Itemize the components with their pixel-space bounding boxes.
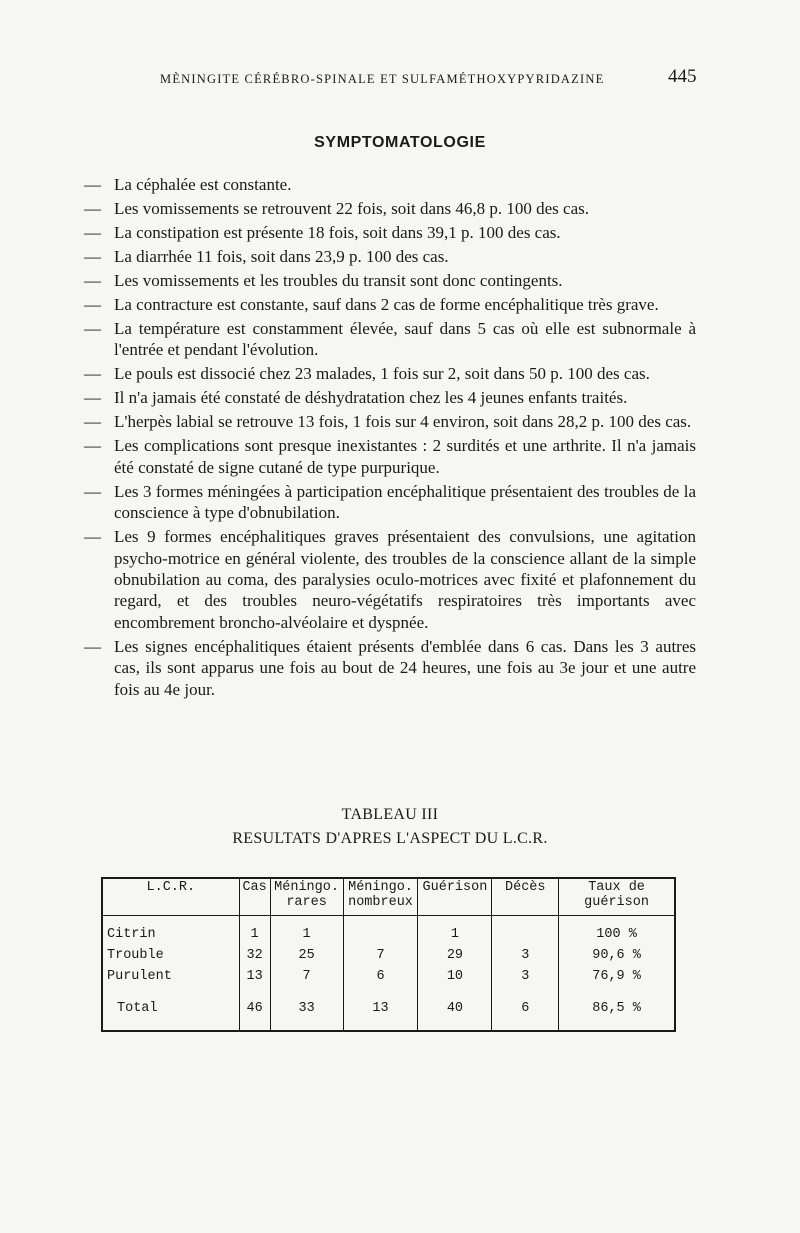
table-row	[102, 945, 675, 966]
list-item	[84, 481, 696, 524]
list-item	[84, 411, 696, 432]
cell-total-rares: 33	[270, 996, 343, 1031]
item-text: La céphalée est constante.	[114, 175, 292, 194]
list-item	[84, 387, 696, 408]
list-item	[84, 294, 696, 315]
item-text: La diarrhée 11 fois, soit dans 23,9 p. 100 des cas.	[114, 247, 449, 266]
header-lcr-label: L.C.R.	[146, 880, 196, 895]
item-text: Les vomissements et les troubles du transit sont donc contingents.	[114, 271, 563, 290]
list-item	[84, 222, 696, 243]
item-text: Les vomissements se retrouvent 22 fois, soit dans 46,8 p. 100 des cas.	[114, 199, 589, 218]
cell-taux: 76,9 %	[559, 966, 675, 987]
cell-rares: 1	[270, 924, 343, 945]
dash: —	[84, 319, 101, 338]
item-text: Le pouls est dissocié chez 23 malades, 1 fois sur 2, soit dans 50 p. 100 des cas.	[114, 364, 650, 384]
dash: —	[84, 636, 101, 656]
dash: —	[84, 436, 101, 456]
cell-deces: 3	[492, 966, 559, 987]
table-row	[102, 966, 675, 987]
list-item	[84, 174, 696, 195]
header-guerison	[418, 878, 492, 916]
item-text: Les complications sont presque inexistantes : 2 surdités et une arthrite. Il n'a jamais été constaté de signe cutané de type purpurique.	[114, 436, 696, 477]
cell-deces	[492, 924, 559, 945]
running-title: MÈNINGITE CÉRÉBRO-SPINALE ET SULFAMÉTHOXYPYRIDAZINE	[160, 72, 605, 86]
cell-total-label: Total	[102, 996, 239, 1031]
header-guerison-label: Guérison	[422, 880, 488, 895]
cell-total-deces: 6	[492, 996, 559, 1031]
header-meningo-nombreux-line2: nombreux	[348, 895, 413, 910]
table-row	[102, 924, 675, 945]
header-meningo-nombreux-line1: Méningo.	[348, 880, 413, 895]
table-subtitle: RESULTATS D'APRES L'ASPECT DU L.C.R.	[232, 830, 548, 847]
header-meningo-rares	[270, 878, 343, 916]
cell-lcr: Trouble	[102, 945, 239, 966]
item-text: L'herpès labial se retrouve 13 fois, 1 fois sur 4 environ, soit dans 28,2 p. 100 des cas.	[114, 412, 692, 432]
table-spacer-row	[102, 916, 675, 925]
cell-total-nombreux: 13	[343, 996, 418, 1031]
header-meningo-rares-line2: rares	[286, 895, 327, 910]
header-meningo-rares-line1: Méningo.	[274, 880, 339, 895]
cell-rares: 25	[270, 945, 343, 966]
dash: —	[84, 247, 101, 266]
table-header-row	[102, 878, 675, 916]
dash: —	[84, 271, 101, 290]
page-number: 445	[668, 66, 697, 87]
cell-cas: 1	[239, 924, 270, 945]
list-item	[84, 198, 696, 219]
cell-total-guerison: 40	[418, 996, 492, 1031]
dash: —	[84, 527, 101, 547]
item-text: La constipation est présente 18 fois, soit dans 39,1 p. 100 des cas.	[114, 223, 561, 242]
table-total-row	[102, 996, 675, 1031]
table-spacer-row	[102, 987, 675, 996]
dash: —	[84, 388, 101, 408]
list-item	[84, 318, 696, 361]
table-title: TABLEAU III	[341, 806, 439, 823]
cell-total-cas: 46	[239, 996, 270, 1031]
dash: —	[84, 481, 101, 501]
cell-nombreux: 6	[343, 966, 418, 987]
header-cas-label: Cas	[242, 880, 267, 895]
cell-total-taux: 86,5 %	[559, 996, 675, 1031]
cell-guerison: 29	[418, 945, 492, 966]
item-text: Les 3 formes méningées à participation encéphalitique présentaient des troubles de la conscience à type d'obnubilation.	[114, 481, 696, 523]
cell-deces: 3	[492, 945, 559, 966]
cell-lcr: Purulent	[102, 966, 239, 987]
section-title: SYMPTOMATOLOGIE	[314, 134, 486, 151]
dash: —	[84, 223, 101, 242]
cell-guerison: 10	[418, 966, 492, 987]
item-text: Les signes encéphalitiques étaient présents d'emblée dans 6 cas. Dans les 3 autres cas, ils sont apparus une fois au bout de 24 heures, une fois au 3e jour et une autre fois au 4e jour.	[114, 636, 696, 699]
dash: —	[84, 364, 101, 384]
item-text: Les 9 formes encéphalitiques graves présentaient des convulsions, une agitation psycho-motrice en général violente, des troubles de la conscience allant de la simple obnubilation au coma, des paralysies oculo-motrices avec fixité et plafonnement du regard, et des troubles neuro-végétatifs respiratoires très importants avec encombrement broncho-alvéolaire et dyspnée.	[114, 527, 696, 632]
header-lcr	[102, 878, 239, 916]
item-text: La contracture est constante, sauf dans 2 cas de forme encéphalitique très grave.	[114, 295, 659, 314]
list-item	[84, 636, 696, 700]
cell-cas: 32	[239, 945, 270, 966]
header-taux-line1: Taux de	[588, 880, 645, 895]
symptom-list	[84, 174, 696, 703]
list-item	[84, 435, 696, 478]
list-item	[84, 246, 696, 267]
list-item	[84, 270, 696, 291]
dash: —	[84, 175, 101, 194]
list-item	[84, 526, 696, 633]
header-meningo-nombreux	[343, 878, 418, 916]
item-text: Il n'a jamais été constaté de déshydratation chez les 4 jeunes enfants traités.	[114, 388, 628, 408]
cell-rares: 7	[270, 966, 343, 987]
header-taux-line2: guérison	[584, 895, 649, 910]
dash: —	[84, 199, 101, 218]
item-text: La température est constamment élevée, sauf dans 5 cas où elle est subnormale à l'entrée et pendant l'évolution.	[114, 319, 696, 360]
list-item	[84, 363, 696, 384]
cell-taux: 90,6 %	[559, 945, 675, 966]
header-cas	[239, 878, 270, 916]
cell-taux: 100 %	[559, 924, 675, 945]
results-table	[101, 877, 676, 1032]
cell-guerison: 1	[418, 924, 492, 945]
cell-lcr: Citrin	[102, 924, 239, 945]
header-deces-label: Décès	[505, 880, 546, 895]
dash: —	[84, 412, 101, 432]
header-deces	[492, 878, 559, 916]
cell-nombreux	[343, 924, 418, 945]
cell-cas: 13	[239, 966, 270, 987]
header-taux	[559, 878, 675, 916]
cell-nombreux: 7	[343, 945, 418, 966]
dash: —	[84, 295, 101, 314]
